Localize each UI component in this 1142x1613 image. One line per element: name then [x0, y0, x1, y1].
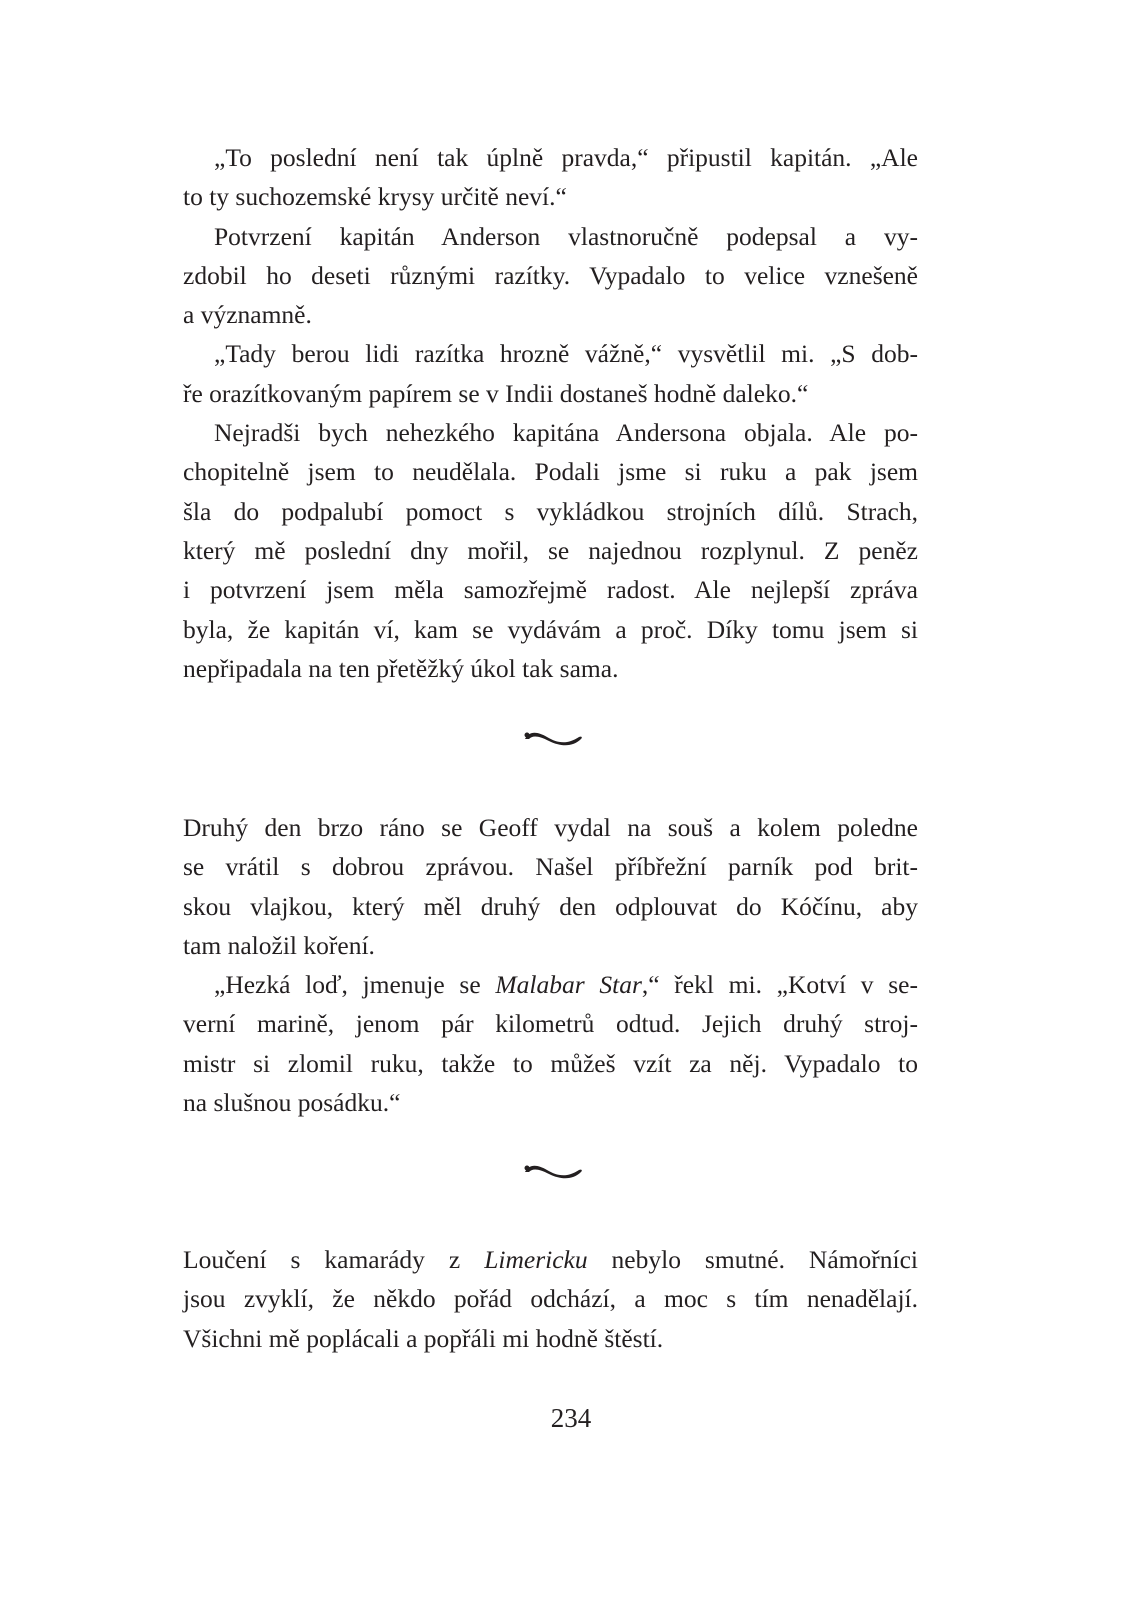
text-line: Všichni mě poplácali a popřáli mi hodně štěstí.: [183, 1323, 664, 1353]
text-segment: „Hezká loď, jmenuje se: [214, 970, 496, 1000]
text-line: mistr si zlomil ruku, takže to můžeš vzít za něj. Vypadalo to: [183, 1048, 918, 1078]
text-line: „Tady berou lidi razítka hrozně vážně,“ vysvětlil mi. „S dob-: [214, 339, 918, 369]
ship-name: Limericku: [484, 1245, 588, 1274]
text-line: „To poslední není tak úplně pravda,“ připustil kapitán. „Ale: [214, 143, 918, 172]
text-line: který mě poslední dny mořil, se najednou rozplynul. Z peněz: [183, 535, 918, 565]
text-line: Nejradši bych nehezkého kapitána Andersona objala. Ale po-: [214, 418, 918, 448]
text-segment: nebylo smutné. Námořníci: [587, 1245, 918, 1274]
text-line: šla do podpalubí pomoct s vykládkou strojních dílů. Strach,: [183, 496, 918, 526]
text-line: chopitelně jsem to neudělala. Podali jsme si ruku a pak jsem: [183, 457, 918, 487]
text-line: na slušnou posádku.“: [183, 1088, 401, 1118]
text-line: verní marině, jenom pár kilometrů odtud. Jejich druhý stroj-: [183, 1009, 918, 1039]
tilde-swash-ornament-icon: [521, 727, 585, 749]
text-line: se vrátil s dobrou zprávou. Našel příbřežní parník pod brit-: [183, 852, 918, 882]
text-line: [183, 1240, 918, 1279]
text-line: jsou zvyklí, že někdo pořád odchází, a moc s tím nenadělají.: [183, 1284, 918, 1314]
text-line: byla, že kapitán ví, kam se vydávám a proč. Díky tomu jsem si: [183, 614, 918, 644]
text-line: Druhý den brzo ráno se Geoff vydal na souš a kolem poledne: [183, 813, 918, 842]
text-line: Potvrzení kapitán Anderson vlastnoručně podepsal a vy-: [214, 221, 918, 251]
text-segment: Loučení s kamarády z: [183, 1245, 485, 1274]
tilde-swash-ornament-icon: [521, 1160, 585, 1182]
text-line: [183, 965, 918, 1004]
text-line: zdobil ho deseti různými razítky. Vypadalo to velice vznešeně: [183, 260, 918, 290]
text-line: nepřipadala na ten přetěžký úkol tak sama.: [183, 653, 619, 683]
text-line: to ty suchozemské krysy určitě neví.“: [183, 182, 567, 212]
section-3: [183, 1240, 918, 1358]
section-1: [183, 138, 918, 688]
text-line: tam naložil koření.: [183, 930, 375, 960]
section-2: [183, 808, 918, 1122]
text-line: i potvrzení jsem měla samozřejmě radost. Ale nejlepší zpráva: [183, 575, 918, 605]
page-number: 234: [550, 1403, 592, 1433]
text-line: a významně.: [183, 300, 312, 330]
text-line: ře orazítkovaným papírem se v Indii dostaneš hodně daleko.“: [183, 378, 809, 408]
text-segment: ,“ řekl mi. „Kotví v se-: [641, 970, 918, 1000]
text-line: skou vlajkou, který měl druhý den odplouvat do Kóčínu, aby: [183, 891, 918, 921]
ship-name: Malabar Star: [495, 970, 642, 1000]
